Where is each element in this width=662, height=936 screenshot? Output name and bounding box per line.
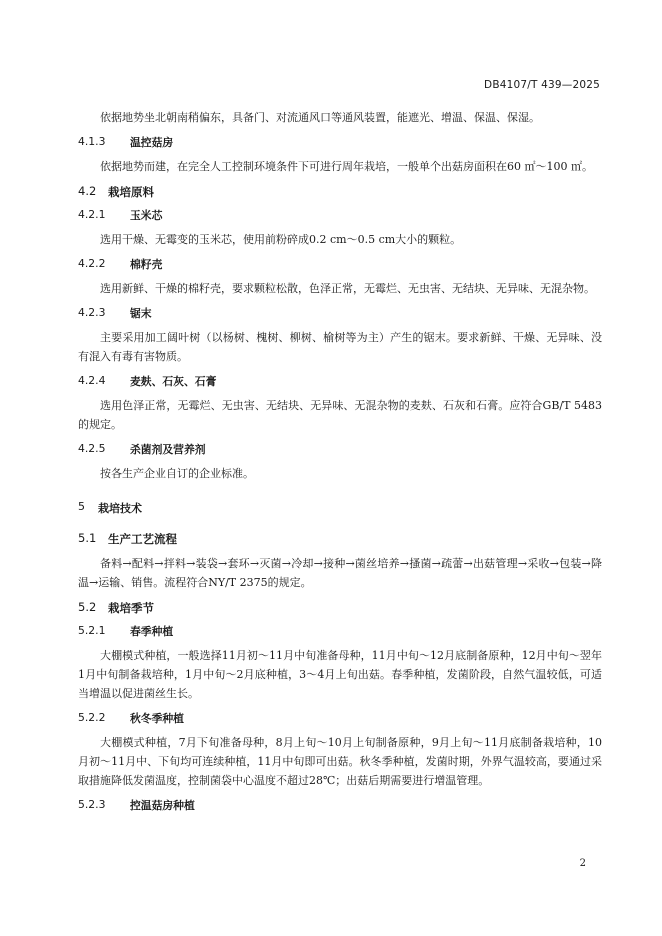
section-title: 控温菇房种植 [130, 799, 195, 812]
section-title: 麦麸、石灰、石膏 [130, 375, 217, 388]
section-number: 5.2.3 [78, 798, 106, 811]
paragraph: 选用干燥、无霉变的玉米芯，使用前粉碎成0.2 cm～0.5 cm大小的颗粒。 [100, 233, 462, 246]
section-title: 杀菌剂及营养剂 [130, 443, 206, 456]
paragraph: 依据地势坐北朝南稍偏东，具备门、对流通风口等通风装置，能遮光、增温、保温、保湿。 [100, 111, 540, 124]
paragraph: 选用色泽正常，无霉烂、无虫害、无结块、无异味、无混杂物的麦麸、石灰和石膏。应符合GB/T 5483的规定。 [78, 399, 602, 431]
paragraph: 备料→配料→拌料→装袋→套环→灭菌→冷却→接种→菌丝培养→搔菌→疏蕾→出菇管理→采收→包装→降温→运输、销售。流程符合NY/T 2375的规定。 [78, 557, 602, 589]
section-title: 棉籽壳 [130, 258, 163, 271]
paragraph: 选用新鲜、干燥的棉籽壳，要求颗粒松散，色泽正常，无霉烂、无虫害、无结块、无异味、无混杂物。 [100, 282, 595, 295]
section-heading [78, 257, 602, 272]
section-number: 4.2.5 [78, 442, 106, 455]
section-number: 5.2 [78, 600, 97, 614]
section-heading [78, 711, 602, 726]
section-number: 5.1 [78, 531, 97, 545]
paragraph: 依据地势而建，在完全人工控制环境条件下可进行周年栽培，一般单个出菇房面积在60 ㎡～100 ㎡。 [100, 160, 593, 173]
section-number: 4.2.2 [78, 257, 106, 270]
section-number: 4.2.4 [78, 374, 106, 387]
section-heading [78, 624, 602, 639]
section-heading [78, 798, 602, 813]
section-title: 春季种植 [130, 625, 174, 638]
section-number: 4.1.3 [78, 135, 106, 148]
paragraph: 大棚模式种植，一般选择11月初～11月中旬准备母种，11月中旬～12月底制备原种，12月中旬～翌年1月中旬制备栽培种，1月中旬～2月底种植，3～4月上旬出菇。春季种植，发菌阶段，自然气温较低，可适当增温以促进菌丝生长。 [78, 649, 602, 700]
section-heading [78, 442, 602, 457]
section-heading [78, 135, 602, 150]
section-heading [78, 531, 602, 547]
chapter-title: 栽培技术 [98, 502, 142, 515]
document-code: DB4107/T 439—2025 [484, 79, 600, 91]
page-content [78, 108, 602, 813]
chapter-number: 5 [78, 500, 85, 513]
paragraph: 按各生产企业自订的企业标准。 [100, 467, 254, 480]
section-number: 4.2 [78, 184, 97, 198]
section-title: 玉米芯 [130, 209, 163, 222]
section-title: 栽培原料 [108, 185, 154, 199]
section-number: 5.2.1 [78, 624, 106, 637]
section-heading [78, 208, 602, 223]
section-title: 栽培季节 [108, 601, 154, 615]
section-heading [78, 374, 602, 389]
chapter-heading [78, 500, 602, 516]
section-heading [78, 600, 602, 616]
section-title: 生产工艺流程 [108, 532, 177, 546]
section-number: 4.2.3 [78, 306, 106, 319]
section-title: 锯末 [130, 307, 152, 320]
paragraph: 主要采用加工阔叶树（以杨树、槐树、柳树、榆树等为主）产生的锯末。要求新鲜、干燥、无异味、没有混入有毒有害物质。 [78, 331, 602, 363]
section-title: 温控菇房 [130, 136, 174, 149]
page-number: 2 [579, 858, 586, 869]
paragraph: 大棚模式种植，7月下旬准备母种，8月上旬～10月上旬制备原种，9月上旬～11月底制备栽培种，10月初～11月中、下旬均可连续种植，11月中旬即可出菇。秋冬季种植，发菌时期，外界气温较高，要通过采取措施降低发菌温度，控制菌袋中心温度不超过28℃；出菇后期需要进行增温管理。 [78, 736, 602, 787]
section-title: 秋冬季种植 [130, 712, 184, 725]
section-number: 5.2.2 [78, 711, 106, 724]
section-heading [78, 306, 602, 321]
section-number: 4.2.1 [78, 208, 106, 221]
section-heading [78, 184, 602, 200]
